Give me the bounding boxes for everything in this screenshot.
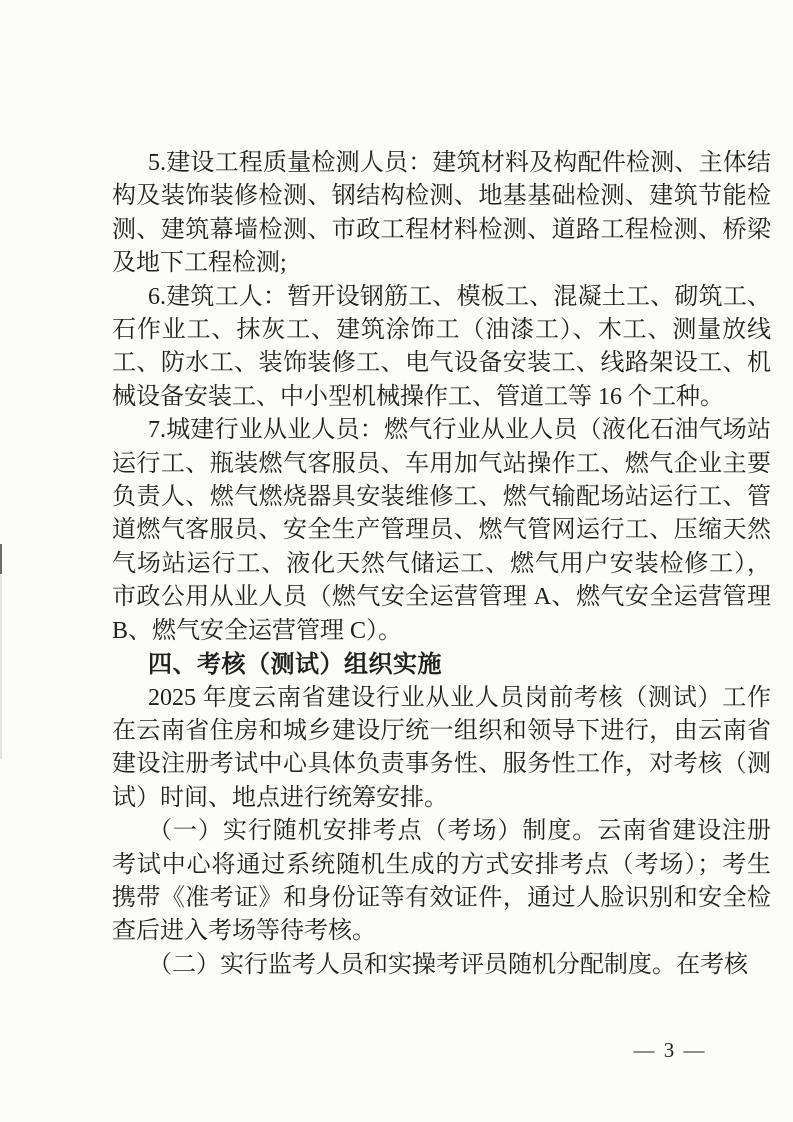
section-heading: 四、考核（测试）组织实施 [148, 651, 442, 679]
page-number: — 3 — [633, 1038, 707, 1062]
document-body [112, 147, 771, 982]
body-paragraph: 6.建筑工人：暂开设钢筋工、模板工、混凝土工、砌筑工、石作业工、抹灰工、建筑涂饰工（油漆工）、木工、测量放线工、防水工、装饰装修工、电气设备安装工、线路架设工、机械设备安装工、中小型机械操作工、管道工等 16 个工种。 [112, 283, 771, 410]
body-paragraph: （二）实行监考人员和实操考评员随机分配制度。在考核 [148, 951, 748, 978]
body-paragraph: 5.建设工程质量检测人员：建筑材料及构配件检测、主体结构及装饰装修检测、钢结构检测、地基基础检测、建筑节能检测、建筑幕墙检测、市政工程材料检测、道路工程检测、桥梁及地下工程检测; [112, 150, 771, 277]
body-paragraph: 7.城建行业从业人员：燃气行业从业人员（液化石油气场站运行工、瓶装燃气客服员、车用加气站操作工、燃气企业主要负责人、燃气燃烧器具安装维修工、燃气输配场站运行工、管道燃气客服员、安全生产管理员、燃气管网运行工、压缩天然气场站运行工、液化天然气储运工、燃气用户安装检修工），市政公用从业人员（燃气安全运营管理 A、燃气安全运营管理 B、燃气安全运营管理 C）。 [112, 417, 771, 644]
body-paragraph: 2025 年度云南省建设行业从业人员岗前考核（测试）工作在云南省住房和城乡建设厅统一组织和领导下进行，由云南省建设注册考试中心具体负责事务性、服务性工作，对考核（测试）时间、地点进行统筹安排。 [112, 684, 771, 811]
scan-edge-artifact [0, 544, 2, 574]
scan-edge-artifact [0, 574, 2, 759]
body-paragraph: （一）实行随机安排考点（考场）制度。云南省建设注册考试中心将通过系统随机生成的方式安排考点（考场）；考生携带《准考证》和身份证等有效证件，通过人脸识别和安全检查后进入考场等待考核。 [112, 818, 771, 945]
